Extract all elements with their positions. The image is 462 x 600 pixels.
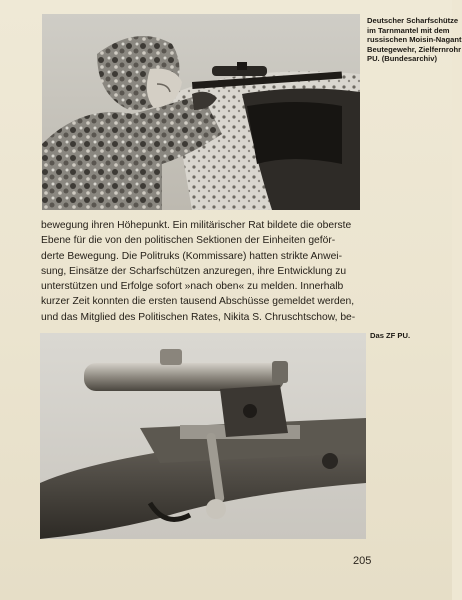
photo-caption-top xyxy=(367,16,462,64)
sniper-photo-image xyxy=(42,14,360,210)
caption-line: Beutegewehr, Zielfernrohr xyxy=(367,44,462,54)
caption-line: PU. (Bundesarchiv) xyxy=(367,54,438,64)
sniper-photo xyxy=(42,14,360,210)
caption-line: russischen Moisin-Nagant xyxy=(367,35,462,45)
body-paragraph xyxy=(41,218,371,325)
caption-line: im Tarnmantel mit dem xyxy=(367,25,450,35)
caption-line: Deutscher Scharfschütze xyxy=(367,16,459,25)
scope-photo-image xyxy=(40,333,366,539)
body-line: derte Bewegung. Die Politruks (Kommissare) hatten strikte Anwei- xyxy=(41,250,343,262)
body-line: unterstützen und Erfolge sofort »nach oben« zu melden. Innerhalb xyxy=(41,281,344,293)
page-number: 205 xyxy=(353,555,372,567)
photo-caption-bottom: Das ZF PU. xyxy=(370,331,411,340)
body-line: und das Mitglied des Politischen Rates, Nikita S. Chruschtschow, be- xyxy=(41,311,356,323)
body-line: kurzer Zeit konnten die ersten tausend Abschüsse gemeldet werden, xyxy=(41,296,355,308)
body-line: Ebene für die von den politischen Sektionen der Einheiten geför- xyxy=(41,235,336,247)
scope-photo xyxy=(40,333,366,539)
body-line: bewegung ihren Höhepunkt. Ein militärischer Rat bildete die oberste xyxy=(41,220,352,231)
body-line: sung, Einsätze der Scharfschützen anzuregen, ihre Entwicklung zu xyxy=(41,265,347,277)
